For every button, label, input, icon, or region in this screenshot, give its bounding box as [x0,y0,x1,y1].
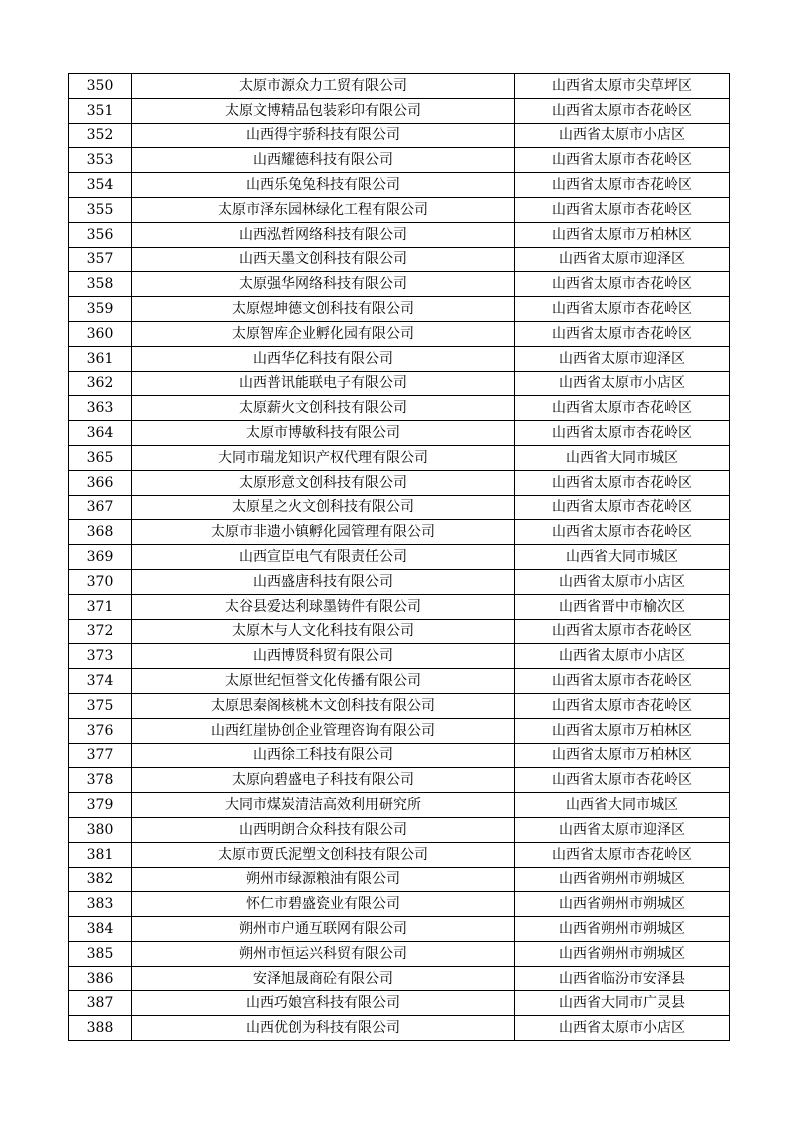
location-cell: 山西省太原市杏花岭区 [515,173,730,198]
table-row [69,793,730,818]
location-cell: 山西省太原市小店区 [515,569,730,594]
location-cell: 山西省太原市小店区 [515,644,730,669]
company-name-cell: 山西红崖协创企业管理咨询有限公司 [132,718,515,743]
location-cell: 山西省太原市万柏林区 [515,743,730,768]
table-row [69,569,730,594]
table-row [69,545,730,570]
table-row [69,321,730,346]
row-number-cell: 381 [69,842,132,867]
location-cell: 山西省晋中市榆次区 [515,594,730,619]
location-cell: 山西省太原市杏花岭区 [515,470,730,495]
row-number-cell: 386 [69,966,132,991]
table-row [69,594,730,619]
company-name-cell: 山西盛唐科技有限公司 [132,569,515,594]
location-cell: 山西省太原市杏花岭区 [515,669,730,694]
company-name-cell: 山西普讯能联电子有限公司 [132,371,515,396]
company-name-cell: 太原星之火文创科技有限公司 [132,495,515,520]
table-row [69,173,730,198]
row-number-cell: 361 [69,346,132,371]
company-name-cell: 朔州市恒运兴科贸有限公司 [132,941,515,966]
table-row [69,222,730,247]
location-cell: 山西省太原市杏花岭区 [515,297,730,322]
row-number-cell: 363 [69,396,132,421]
company-name-cell: 太原世纪恒誉文化传播有限公司 [132,669,515,694]
row-number-cell: 375 [69,693,132,718]
location-cell: 山西省太原市万柏林区 [515,718,730,743]
row-number-cell: 360 [69,321,132,346]
location-cell: 山西省太原市万柏林区 [515,222,730,247]
row-number-cell: 364 [69,421,132,446]
table-row [69,421,730,446]
row-number-cell: 351 [69,98,132,123]
company-name-cell: 太原市源众力工贸有限公司 [132,74,515,99]
row-number-cell: 357 [69,247,132,272]
table-row [69,619,730,644]
company-name-cell: 太原智库企业孵化园有限公司 [132,321,515,346]
company-name-cell: 山西明朗合众科技有限公司 [132,817,515,842]
table-row [69,644,730,669]
row-number-cell: 354 [69,173,132,198]
company-name-cell: 山西乐兔兔科技有限公司 [132,173,515,198]
company-name-cell: 太原文博精品包装彩印有限公司 [132,98,515,123]
location-cell: 山西省大同市城区 [515,445,730,470]
company-name-cell: 山西博贤科贸有限公司 [132,644,515,669]
row-number-cell: 379 [69,793,132,818]
location-cell: 山西省临汾市安泽县 [515,966,730,991]
table-row [69,445,730,470]
table-row [69,297,730,322]
table-row [69,917,730,942]
location-cell: 山西省太原市小店区 [515,123,730,148]
row-number-cell: 369 [69,545,132,570]
table-body [69,74,730,1041]
row-number-cell: 359 [69,297,132,322]
location-cell: 山西省朔州市朔城区 [515,941,730,966]
table-row [69,817,730,842]
row-number-cell: 368 [69,520,132,545]
row-number-cell: 366 [69,470,132,495]
table-row [69,768,730,793]
table-row [69,1016,730,1041]
table-row [69,991,730,1016]
row-number-cell: 356 [69,222,132,247]
location-cell: 山西省太原市杏花岭区 [515,495,730,520]
row-number-cell: 352 [69,123,132,148]
location-cell: 山西省太原市小店区 [515,1016,730,1041]
row-number-cell: 388 [69,1016,132,1041]
company-name-cell: 山西优创为科技有限公司 [132,1016,515,1041]
row-number-cell: 362 [69,371,132,396]
location-cell: 山西省太原市杏花岭区 [515,98,730,123]
row-number-cell: 384 [69,917,132,942]
row-number-cell: 387 [69,991,132,1016]
row-number-cell: 371 [69,594,132,619]
location-cell: 山西省太原市杏花岭区 [515,842,730,867]
location-cell: 山西省朔州市朔城区 [515,867,730,892]
location-cell: 山西省大同市广灵县 [515,991,730,1016]
location-cell: 山西省大同市城区 [515,793,730,818]
company-name-cell: 太原向碧盛电子科技有限公司 [132,768,515,793]
table-row [69,966,730,991]
company-name-cell: 朔州市户通互联网有限公司 [132,917,515,942]
row-number-cell: 350 [69,74,132,99]
company-name-cell: 太原木与人文化科技有限公司 [132,619,515,644]
row-number-cell: 380 [69,817,132,842]
company-name-cell: 太原薪火文创科技有限公司 [132,396,515,421]
table-row [69,495,730,520]
company-name-cell: 安泽旭晟商砼有限公司 [132,966,515,991]
table-row [69,148,730,173]
location-cell: 山西省太原市迎泽区 [515,817,730,842]
company-name-cell: 山西天墨文创科技有限公司 [132,247,515,272]
company-name-cell: 山西宣臣电气有限责任公司 [132,545,515,570]
row-number-cell: 383 [69,892,132,917]
location-cell: 山西省太原市杏花岭区 [515,321,730,346]
company-name-cell: 山西巧娘宫科技有限公司 [132,991,515,1016]
company-name-cell: 大同市煤炭清洁高效利用研究所 [132,793,515,818]
table-row [69,123,730,148]
company-name-cell: 太原强华网络科技有限公司 [132,272,515,297]
location-cell: 山西省太原市杏花岭区 [515,421,730,446]
company-name-cell: 山西华亿科技有限公司 [132,346,515,371]
company-name-cell: 山西耀德科技有限公司 [132,148,515,173]
table-row [69,693,730,718]
company-name-cell: 太原煜坤德文创科技有限公司 [132,297,515,322]
location-cell: 山西省太原市杏花岭区 [515,768,730,793]
row-number-cell: 355 [69,197,132,222]
company-name-cell: 太原市泽东园林绿化工程有限公司 [132,197,515,222]
location-cell: 山西省朔州市朔城区 [515,917,730,942]
table-row [69,520,730,545]
table-row [69,74,730,99]
company-list-table [68,73,730,1041]
table-row [69,272,730,297]
location-cell: 山西省太原市杏花岭区 [515,619,730,644]
row-number-cell: 367 [69,495,132,520]
location-cell: 山西省太原市小店区 [515,371,730,396]
table-row [69,396,730,421]
company-name-cell: 山西徐工科技有限公司 [132,743,515,768]
row-number-cell: 358 [69,272,132,297]
row-number-cell: 370 [69,569,132,594]
table-row [69,371,730,396]
company-name-cell: 太原市贾氏泥塑文创科技有限公司 [132,842,515,867]
row-number-cell: 378 [69,768,132,793]
location-cell: 山西省太原市杏花岭区 [515,148,730,173]
location-cell: 山西省太原市迎泽区 [515,346,730,371]
table-row [69,197,730,222]
company-name-cell: 山西泓哲网络科技有限公司 [132,222,515,247]
location-cell: 山西省大同市城区 [515,545,730,570]
table-row [69,892,730,917]
row-number-cell: 385 [69,941,132,966]
table-row [69,247,730,272]
company-name-cell: 太原思秦阁核桃木文创科技有限公司 [132,693,515,718]
location-cell: 山西省太原市杏花岭区 [515,396,730,421]
company-name-cell: 太原形意文创科技有限公司 [132,470,515,495]
location-cell: 山西省太原市杏花岭区 [515,197,730,222]
table-row [69,98,730,123]
company-name-cell: 大同市瑞龙知识产权代理有限公司 [132,445,515,470]
company-name-cell: 朔州市绿源粮油有限公司 [132,867,515,892]
row-number-cell: 365 [69,445,132,470]
location-cell: 山西省太原市尖草坪区 [515,74,730,99]
row-number-cell: 372 [69,619,132,644]
location-cell: 山西省朔州市朔城区 [515,892,730,917]
location-cell: 山西省太原市杏花岭区 [515,272,730,297]
company-name-cell: 山西得宇骄科技有限公司 [132,123,515,148]
row-number-cell: 377 [69,743,132,768]
row-number-cell: 373 [69,644,132,669]
table-row [69,470,730,495]
row-number-cell: 382 [69,867,132,892]
company-name-cell: 怀仁市碧盛瓷业有限公司 [132,892,515,917]
company-name-cell: 太谷县爱达利球墨铸件有限公司 [132,594,515,619]
table-row [69,842,730,867]
location-cell: 山西省太原市杏花岭区 [515,520,730,545]
table-row [69,743,730,768]
table-row [69,346,730,371]
company-name-cell: 太原市非遗小镇孵化园管理有限公司 [132,520,515,545]
location-cell: 山西省太原市杏花岭区 [515,693,730,718]
table-row [69,669,730,694]
row-number-cell: 376 [69,718,132,743]
row-number-cell: 353 [69,148,132,173]
table-row [69,941,730,966]
company-name-cell: 太原市博敏科技有限公司 [132,421,515,446]
table-row [69,867,730,892]
row-number-cell: 374 [69,669,132,694]
location-cell: 山西省太原市迎泽区 [515,247,730,272]
table-row [69,718,730,743]
